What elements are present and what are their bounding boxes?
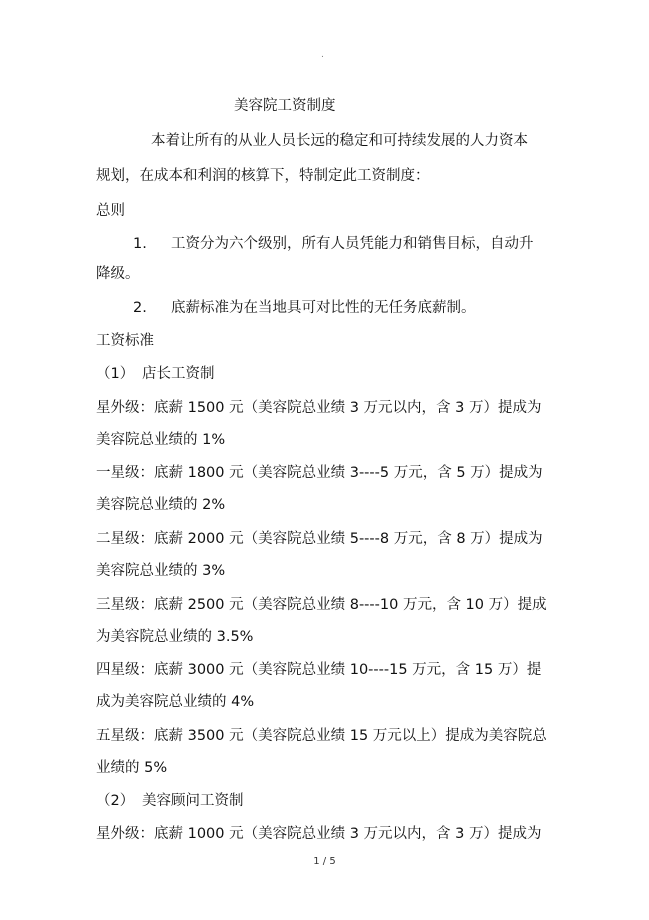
general-item-2	[133, 298, 476, 318]
manager-line: 一星级：底薪 1800 元（美容院总业绩 3----5 万元，含 5 万）提成为	[96, 465, 543, 481]
item-number: 1.	[133, 236, 147, 252]
document-title: 美容院工资制度	[234, 98, 336, 114]
intro-line-2: 规划，在成本和利润的核算下，特制定此工资制度：	[96, 168, 430, 184]
manager-line: 成为美容院总业绩的 4%	[96, 694, 255, 710]
manager-line: 为美容院总业绩的 3.5%	[96, 629, 254, 645]
intro-line-1: 本着让所有的从业人员长远的稳定和可持续发展的人力资本	[151, 133, 528, 149]
manager-line: 美容院总业绩的 3%	[96, 563, 226, 579]
item-number: 2.	[133, 300, 147, 316]
manager-line: 四星级：底薪 3000 元（美容院总业绩 10----15 万元，含 15 万）提	[96, 662, 542, 678]
consultant-line: 星外级：底薪 1000 元（美容院总业绩 3 万元以内，含 3 万）提成为	[96, 826, 542, 842]
subsection-label: 店长工资制	[142, 366, 215, 382]
manager-line: 二星级：底薪 2000 元（美容院总业绩 5----8 万元，含 8 万）提成为	[96, 531, 543, 547]
section-heading-wage: 工资标准	[96, 333, 154, 349]
section-heading-general: 总则	[96, 203, 125, 219]
manager-line: 业绩的 5%	[96, 760, 168, 776]
manager-line: 星外级：底薪 1500 元（美容院总业绩 3 万元以内，含 3 万）提成为	[96, 400, 542, 416]
subsection-label: 美容顾问工资制	[142, 793, 244, 809]
manager-line: 三星级：底薪 2500 元（美容院总业绩 8----10 万元，含 10 万）提成	[96, 597, 547, 613]
item-text: 工资分为六个级别，所有人员凭能力和销售目标，自动升	[171, 236, 534, 252]
manager-line: 五星级：底薪 3500 元（美容院总业绩 15 万元以上）提成为美容院总	[96, 728, 547, 744]
manager-line: 美容院总业绩的 2%	[96, 497, 226, 513]
subsection-manager	[96, 364, 215, 384]
general-item-1-continuation: 降级。	[96, 266, 140, 282]
subsection-number: （2）	[96, 793, 135, 809]
subsection-number: （1）	[96, 366, 135, 382]
item-text: 底薪标准为在当地具可对比性的无任务底薪制。	[171, 300, 476, 316]
header-dot: .	[321, 50, 324, 60]
page-number: 1 / 5	[313, 856, 336, 867]
manager-line: 美容院总业绩的 1%	[96, 432, 226, 448]
subsection-consultant	[96, 791, 244, 811]
general-item-1	[133, 234, 534, 254]
